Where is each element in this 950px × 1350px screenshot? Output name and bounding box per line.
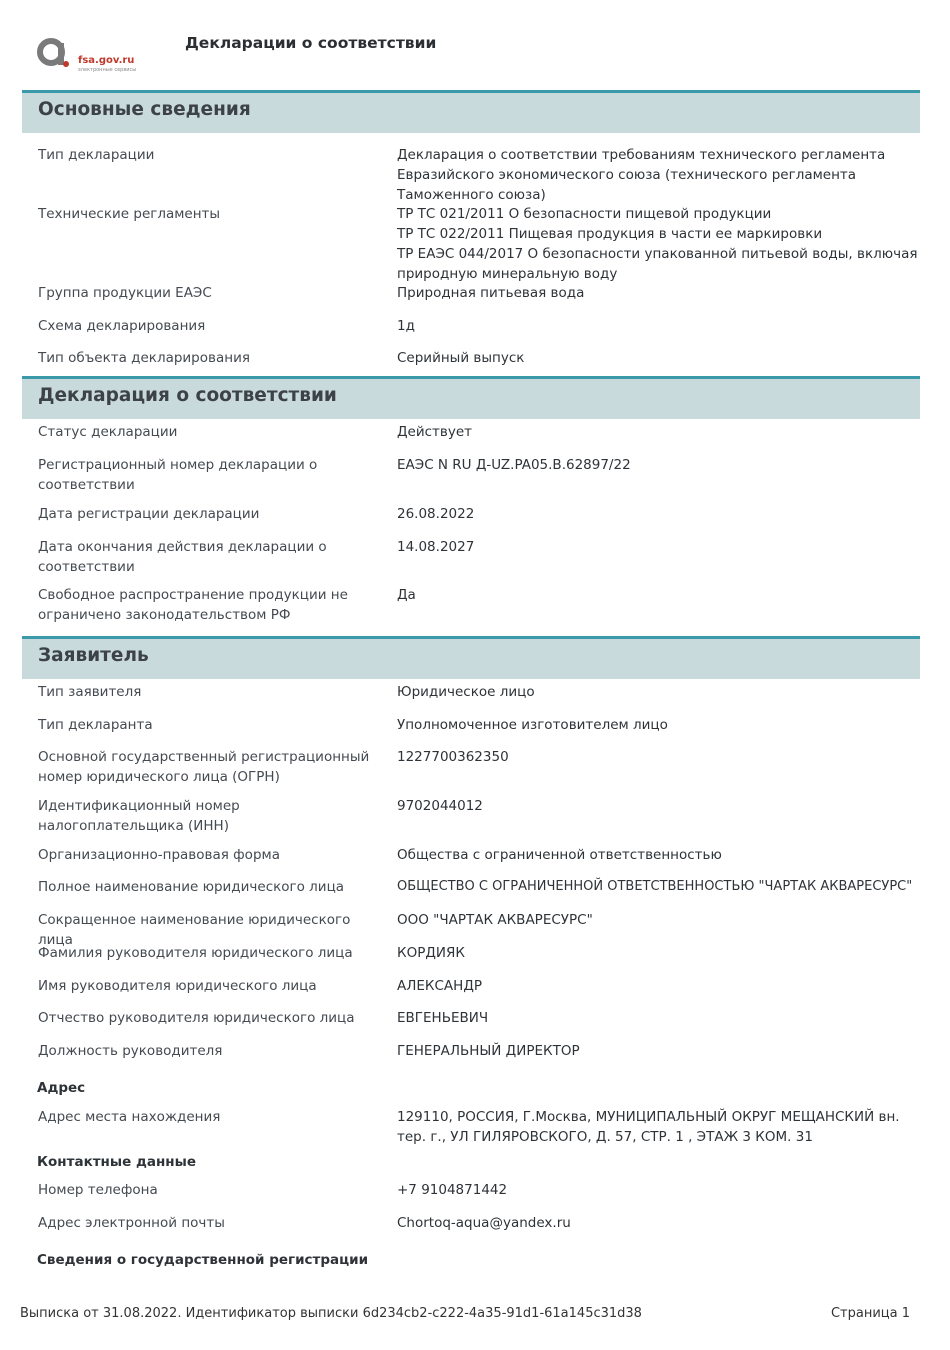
row-label: Регистрационный номер декларации о соответствии <box>38 457 318 493</box>
section-title-applicant: Заявитель <box>38 645 149 666</box>
value-line: КОРДИЯК <box>397 945 465 961</box>
row-value <box>397 145 937 205</box>
value-line: 26.08.2022 <box>397 506 475 522</box>
row-value <box>397 537 937 557</box>
row-label: Адрес места нахождения <box>38 1109 221 1125</box>
value-line: 1227700362350 <box>397 749 509 765</box>
fsa-logo-icon <box>34 33 70 69</box>
value-line: 9702044012 <box>397 798 483 814</box>
section-band-applicant <box>22 636 920 679</box>
value-line: природную минеральную воду <box>397 266 618 282</box>
row-label: Тип декларации <box>38 147 155 163</box>
value-line: Евразийского экономического союза (технического регламента <box>397 167 857 183</box>
address-heading: Адрес <box>37 1080 86 1096</box>
row-label: Имя руководителя юридического лица <box>38 978 317 994</box>
value-line: +7 9104871442 <box>397 1182 508 1198</box>
row-label: Дата окончания действия декларации о соответствии <box>38 539 327 575</box>
row-value <box>397 283 937 303</box>
row-label: Фамилия руководителя юридического лица <box>38 945 353 961</box>
row-value <box>397 910 937 930</box>
row-label: Свободное распространение продукции не ограничено законодательством РФ <box>38 587 348 623</box>
row-value <box>397 877 937 897</box>
row-value <box>397 747 937 767</box>
logo-text: fsa.gov.ru <box>78 55 135 66</box>
row-label: Дата регистрации декларации <box>38 506 260 522</box>
row-value <box>397 204 937 284</box>
row-value <box>397 585 937 605</box>
row-label: Тип объекта декларирования <box>38 350 250 366</box>
row-label: Тип заявителя <box>38 684 142 700</box>
row-label: Должность руководителя <box>38 1043 223 1059</box>
value-line: ТР ТС 021/2011 О безопасности пищевой продукции <box>397 206 772 222</box>
row-value <box>397 455 937 475</box>
row-value <box>397 796 937 816</box>
row-label: Сокращенное наименование юридического лица <box>38 912 351 948</box>
extract-info: Выписка от 31.08.2022. Идентификатор выписки 6d234cb2-c222-4a35-91d1-61a145c31d38 <box>20 1306 642 1321</box>
row-value <box>397 348 937 368</box>
document-title: Декларации о соответствии <box>185 34 437 52</box>
value-line: Таможенного союза) <box>397 187 546 203</box>
section-band-declaration <box>22 376 920 419</box>
value-line: Декларация о соответствии требованиям технического регламента <box>397 147 886 163</box>
section-title-declaration: Декларация о соответствии <box>38 385 337 406</box>
row-label: Схема декларирования <box>38 318 206 334</box>
value-line: тер. г., УЛ ГИЛЯРОВСКОГО, Д. 57, СТР. 1 , ЭТАЖ 3 КОМ. 31 <box>397 1129 813 1145</box>
row-value <box>397 504 937 524</box>
page-number: Страница 1 <box>830 1306 910 1321</box>
row-label: Статус декларации <box>38 424 178 440</box>
contacts-heading: Контактные данные <box>37 1154 196 1170</box>
row-label: Группа продукции ЕАЭС <box>38 285 212 301</box>
row-label: Номер телефона <box>38 1182 158 1198</box>
page-header <box>0 0 950 90</box>
value-line: ТР ТС 022/2011 Пищевая продукция в части ее маркировки <box>397 226 823 242</box>
row-label: Тип декларанта <box>38 717 153 733</box>
value-line: ГЕНЕРАЛЬНЫЙ ДИРЕКТОР <box>397 1043 580 1059</box>
row-value <box>397 1213 937 1233</box>
row-value <box>397 1107 937 1147</box>
row-label: Отчество руководителя юридического лица <box>38 1010 355 1026</box>
value-line: ООО "ЧАРТАК АКВАРЕСУРС" <box>397 912 593 928</box>
value-line: ЕВГЕНЬЕВИЧ <box>397 1010 489 1026</box>
row-value <box>397 422 937 442</box>
value-line: 14.08.2027 <box>397 539 475 555</box>
value-line: ЕАЭС N RU Д-UZ.PA05.B.62897/22 <box>397 457 631 473</box>
value-line: 1д <box>397 318 415 334</box>
row-value <box>397 715 937 735</box>
row-value <box>397 1041 937 1061</box>
row-label: Основной государственный регистрационный номер юридического лица (ОГРН) <box>38 749 370 785</box>
value-line: 129110, РОССИЯ, Г.Москва, МУНИЦИПАЛЬНЫЙ ОКРУГ МЕЩАНСКИЙ вн. <box>397 1109 900 1125</box>
row-label: Полное наименование юридического лица <box>38 879 345 895</box>
section-band-basic <box>22 90 920 133</box>
value-line: Общества с ограниченной ответственностью <box>397 847 722 863</box>
section-title-basic: Основные сведения <box>38 99 251 120</box>
value-line: Серийный выпуск <box>397 350 525 366</box>
row-label: Адрес электронной почты <box>38 1215 225 1231</box>
row-value <box>397 682 937 702</box>
value-line: Chortoq-aqua@yandex.ru <box>397 1215 571 1231</box>
row-value <box>397 316 937 336</box>
fsa-logo <box>34 33 154 73</box>
value-line: АЛЕКСАНДР <box>397 978 483 994</box>
registration-heading: Сведения о государственной регистрации <box>37 1252 369 1268</box>
row-label: Идентификационный номер налогоплательщика (ИНН) <box>38 798 240 834</box>
row-value <box>397 1180 937 1200</box>
row-value <box>397 1008 937 1028</box>
value-line: ТР ЕАЭС 044/2017 О безопасности упакованной питьевой воды, включая <box>397 246 918 262</box>
value-line: Уполномоченное изготовителем лицо <box>397 717 668 733</box>
value-line: Юридическое лицо <box>397 684 535 700</box>
value-line: Да <box>397 587 416 603</box>
row-label: Технические регламенты <box>38 206 221 222</box>
value-line: Природная питьевая вода <box>397 285 585 301</box>
row-value <box>397 845 937 865</box>
row-label: Организационно-правовая форма <box>38 847 280 863</box>
logo-subtext: электронные сервисы <box>78 67 137 73</box>
row-value <box>397 976 937 996</box>
value-line: Действует <box>397 424 473 440</box>
row-value <box>397 943 937 963</box>
value-line: ОБЩЕСТВО С ОГРАНИЧЕННОЙ ОТВЕТСТВЕННОСТЬЮ "ЧАРТАК АКВАРЕСУРС" <box>397 879 913 894</box>
